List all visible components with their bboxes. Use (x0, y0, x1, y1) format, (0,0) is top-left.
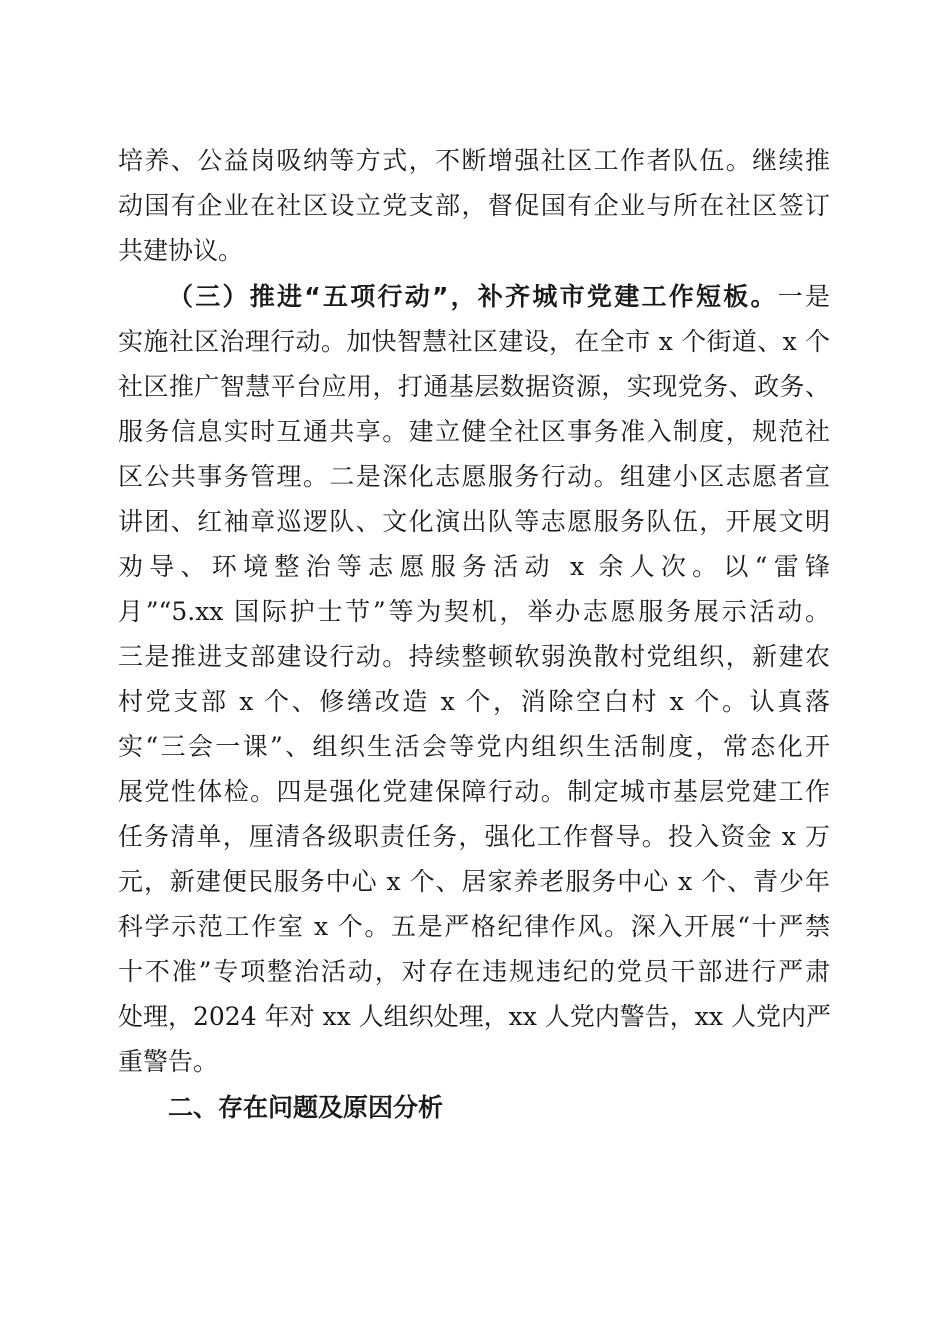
paragraph-line: 动国有企业在社区设立党支部，督促国有企业与所在社区签订 (118, 191, 830, 220)
paragraph-line: 区公共事务管理。二是深化志愿服务行动。组建小区志愿者宣 (118, 462, 830, 491)
paragraph-line: 科学示范工作室 x 个。五是严格纪律作风。深入开展“十严禁 (118, 912, 830, 941)
paragraph-line: 讲团、红袖章巡逻队、文化演出队等志愿服务队伍，开展文明 (118, 507, 830, 536)
paragraph-line: 月”“5.xx 国际护士节”等为契机，举办志愿服务展示活动。 (118, 597, 830, 626)
subheading-lead: （三）推进“五项行动”，补齐城市党建工作短板。 (168, 282, 778, 311)
paragraph-lead-line (168, 282, 830, 312)
paragraph-line: 劝导、环境整治等志愿服务活动 x 余人次。以“雷锋 (118, 552, 830, 581)
paragraph-line: 任务清单，厘清各级职责任务，强化工作督导。投入资金 x 万 (118, 822, 830, 851)
lead-rest: 一是 (777, 282, 830, 311)
paragraph-line: 重警告。 (118, 1047, 219, 1076)
paragraph-line: 村党支部 x 个、修缮改造 x 个，消除空白村 x 个。认真落 (118, 687, 830, 716)
paragraph-line: 培养、公益岗吸纳等方式，不断增强社区工作者队伍。继续推 (118, 146, 830, 175)
paragraph-line: 元，新建便民服务中心 x 个、居家养老服务中心 x 个、青少年 (118, 867, 830, 896)
paragraph-line: 实“三会一课”、组织生活会等党内组织生活制度，常态化开 (118, 732, 830, 761)
section-heading: 二、存在问题及原因分析 (168, 1093, 444, 1122)
paragraph-line: 共建协议。 (118, 236, 244, 265)
paragraph-line: 十不准”专项整治活动，对存在违规违纪的党员干部进行严肃 (118, 957, 830, 986)
paragraph-line: 实施社区治理行动。加快智慧社区建设，在全市 x 个街道、x 个 (118, 327, 830, 356)
paragraph-line: 展党性体检。四是强化党建保障行动。制定城市基层党建工作 (118, 777, 830, 806)
paragraph-line: 社区推广智慧平台应用，打通基层数据资源，实现党务、政务、 (118, 372, 830, 401)
paragraph-line: 服务信息实时互通共享。建立健全社区事务准入制度，规范社 (118, 417, 830, 446)
paragraph-line: 处理，2024 年对 xx 人组织处理，xx 人党内警告，xx 人党内严 (118, 1002, 831, 1031)
paragraph-line: 三是推进支部建设行动。持续整顿软弱涣散村党组织，新建农 (118, 642, 830, 671)
